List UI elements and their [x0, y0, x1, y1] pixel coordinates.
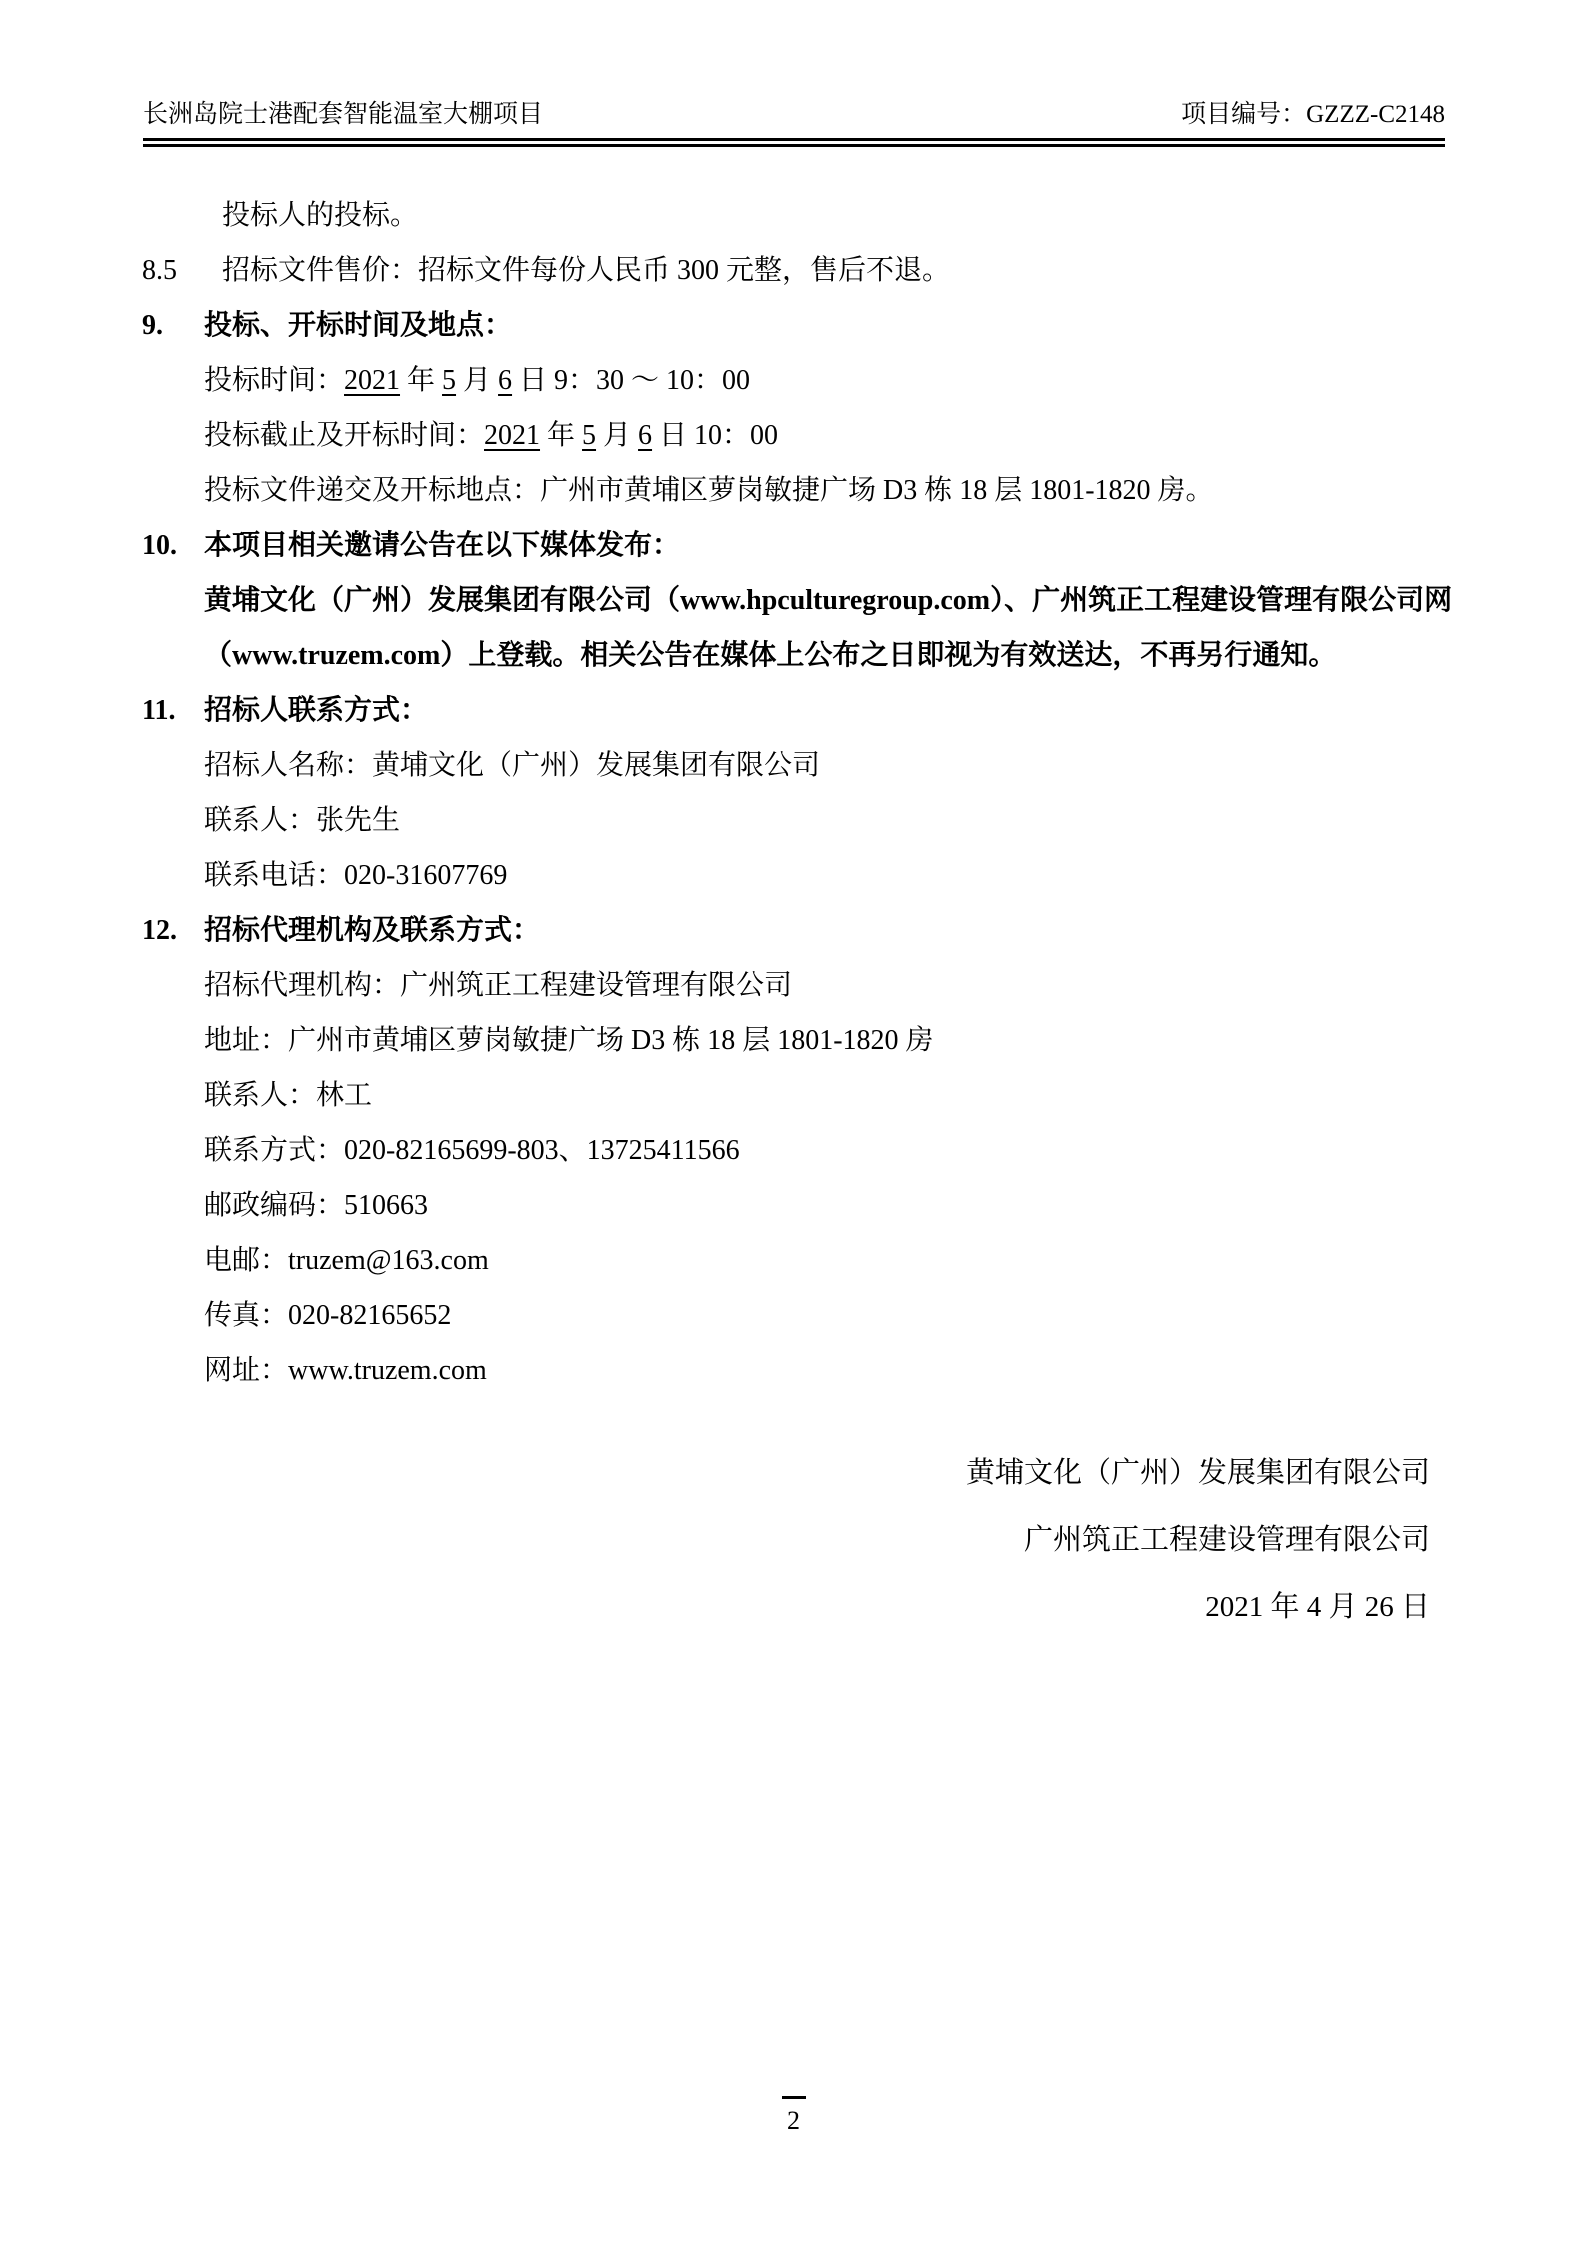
- media-line-1: [0, 573, 1587, 628]
- sec-8-5-doc-price: [0, 243, 1587, 298]
- page-header: [143, 100, 1445, 147]
- sec-12-heading: [0, 903, 1587, 958]
- line-text: 投标时间：2021 年 5 月 6 日 9：30 ～ 10：00: [204, 365, 751, 396]
- sec-10-heading: [0, 518, 1587, 573]
- section-number: 8.5: [142, 255, 177, 286]
- agency-phone-line: [0, 1123, 1587, 1178]
- page-number: 2: [787, 2106, 800, 2135]
- signature-block: [0, 1440, 1430, 1641]
- header-project-name: 长洲岛院士港配套智能温室大棚项目: [143, 101, 544, 128]
- email-line: [0, 1233, 1587, 1288]
- tenderer-name-line: [0, 738, 1587, 793]
- tenderer-phone-line: [0, 848, 1587, 903]
- line-text: 联系电话：020-31607769: [204, 860, 508, 891]
- fax-line: [0, 1288, 1587, 1343]
- section-number: 11.: [142, 695, 176, 726]
- line-text: 邮政编码：510663: [204, 1190, 429, 1221]
- signature-company-1: 黄埔文化（广州）发展集团有限公司: [965, 1457, 1430, 1489]
- line-text: 投标文件递交及开标地点：广州市黄埔区萝岗敏捷广场 D3 栋 18 层 1801-1820 房。: [204, 475, 1214, 506]
- section-number: 9.: [142, 310, 163, 341]
- page-number-dash: [782, 2096, 806, 2099]
- sec-11-heading: [0, 683, 1587, 738]
- line-text: 电邮：truzem@163.com: [204, 1245, 489, 1276]
- page-footer: [0, 2096, 1587, 2135]
- line-text: 投标、开标时间及地点：: [204, 310, 513, 341]
- signature-date: 2021 年 4 月 26 日: [1205, 1591, 1430, 1623]
- line-text: （www.truzem.com）上登载。相关公告在媒体上公布之日即视为有效送达，不再另行通知。: [204, 640, 1337, 671]
- section-number: 12.: [142, 915, 177, 946]
- bid-time-line: [0, 353, 1587, 408]
- line-text: 本项目相关邀请公告在以下媒体发布：: [204, 530, 681, 561]
- sec-9-heading: [0, 298, 1587, 353]
- line-text: 招标人联系方式：: [204, 695, 429, 726]
- signature-company-2: 广州筑正工程建设管理有限公司: [1023, 1524, 1430, 1556]
- bid-deadline-line: [0, 408, 1587, 463]
- header-project-code: 项目编号：GZZZ-C2148: [1181, 101, 1445, 128]
- line-text: 招标代理机构及联系方式：: [204, 915, 541, 946]
- line-text: 招标人名称：黄埔文化（广州）发展集团有限公司: [204, 750, 821, 781]
- line-text: 联系人：林工: [204, 1080, 373, 1111]
- line-text: 联系人：张先生: [204, 805, 401, 836]
- line-text: 传真：020-82165652: [204, 1300, 452, 1331]
- line-text: 招标代理机构：广州筑正工程建设管理有限公司: [204, 970, 793, 1001]
- postal-code-line: [0, 1178, 1587, 1233]
- bid-location-line: [0, 463, 1587, 518]
- agency-address-line: [0, 1013, 1587, 1068]
- line-text: 招标文件售价：招标文件每份人民币 300 元整，售后不退。: [222, 255, 951, 286]
- header-double-rule: [143, 138, 1445, 147]
- line-text: 网址：www.truzem.com: [204, 1355, 487, 1386]
- section-number: 10.: [142, 530, 177, 561]
- line-text: 黄埔文化（广州）发展集团有限公司（www.hpculturegroup.com）、广州筑正工程建设管理有限公司网: [204, 585, 1453, 616]
- website-line: [0, 1343, 1587, 1398]
- line-text: 联系方式：020-82165699-803、13725411566: [204, 1135, 740, 1166]
- continuation-line: [0, 188, 1587, 243]
- media-line-2: [0, 628, 1587, 683]
- document-body: [0, 188, 1587, 1398]
- tenderer-contact-line: [0, 793, 1587, 848]
- line-text: 投标截止及开标时间：2021 年 5 月 6 日 10：00: [204, 420, 779, 451]
- agency-contact-line: [0, 1068, 1587, 1123]
- line-text: 地址：广州市黄埔区萝岗敏捷广场 D3 栋 18 层 1801-1820 房: [204, 1025, 934, 1056]
- agency-name-line: [0, 958, 1587, 1013]
- line-text: 投标人的投标。: [222, 200, 419, 231]
